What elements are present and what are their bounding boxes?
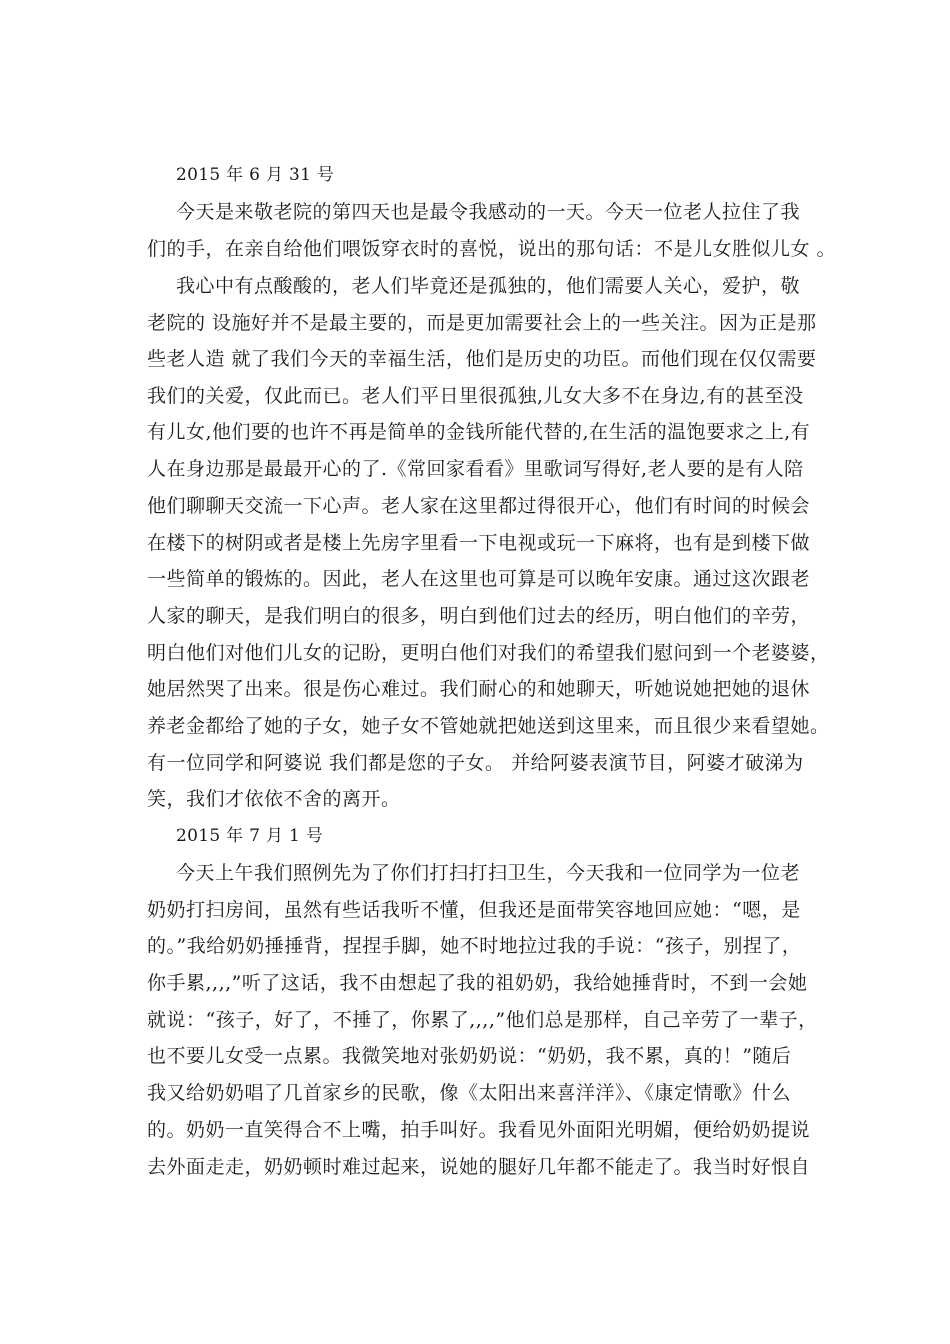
text-line: 一些简单的锻炼的。因此，老人在这里也可算是可以晚年安康。通过这次跟老 [147,568,811,590]
text-line: 养老金都给了她的子女，她子女不管她就把她送到这里来，而且很少来看望她。 [147,715,830,737]
text-line: 也不要儿女受一点累。我微笑地对张奶奶说：“奶奶，我不累，真的！”随后 [147,1045,792,1067]
text-line: 我又给奶奶唱了几首家乡的民歌，像《太阳出来喜洋洋》、《康定情歌》什么 [147,1082,792,1104]
text-line: 她居然哭了出来。很是伤心难过。我们耐心的和她聊天，听她说她把她的退休 [147,678,811,700]
text-line: 你手累,,,,”听了这话，我不由想起了我的祖奶奶，我给她捶背时，不到一会她 [147,972,808,994]
text-line: 的。”我给奶奶捶捶背，捏捏手脚，她不时地拉过我的手说：“孩子，别捏了， [147,935,802,957]
text-line: 老院的 设施好并不是最主要的，而是更加需要社会上的一些关注。因为正是那 [147,312,817,334]
text-line: 我们的关爱，仅此而已。老人们平日里很孤独,儿女大多不在身边,有的甚至没 [147,385,804,407]
text-line: 明白他们对他们儿女的记盼，更明白他们对我们的希望我们慰问到一个老婆婆， [147,642,830,664]
text-line: 奶奶打扫房间，虽然有些话我听不懂，但我还是面带笑容地回应她：“嗯，是 [147,899,801,921]
entry-date: 2015 年 6 月 31 号 [176,165,335,185]
text-line: 笑，我们才依依不舍的离开。 [147,788,401,810]
text-line: 去外面走走，奶奶顿时难过起来，说她的腿好几年都不能走了。我当时好恨自 [147,1156,811,1178]
text-line: 人家的聊天，是我们明白的很多，明白到他们过去的经历，明白他们的辛劳， [147,605,811,627]
text-line: 些老人造 就了我们今天的幸福生活，他们是历史的功臣。而他们现在仅仅需要 [147,348,817,370]
text-line: 今天是来敬老院的第四天也是最令我感动的一天。今天一位老人拉住了我 [176,201,801,223]
text-line: 的。奶奶一直笑得合不上嘴，拍手叫好。我看见外面阳光明媚，便给奶奶提说 [147,1119,811,1141]
text-line: 我心中有点酸酸的，老人们毕竟还是孤独的，他们需要人关心，爱护，敬 [176,275,801,297]
text-line: 人在身边那是最最开心的了.《常回家看看》里歌词写得好,老人要的是有人陪 [147,458,804,480]
text-line: 在楼下的树阴或者是楼上先房字里看一下电视或玩一下麻将，也有是到楼下做 [147,532,811,554]
text-line: 今天上午我们照例先为了你们打扫打扫卫生，今天我和一位同学为一位老 [176,862,801,884]
text-line: 他们聊聊天交流一下心声。老人家在这里都过得很开心，他们有时间的时候会 [147,495,811,517]
text-line: 们的手，在亲自给他们喂饭穿衣时的喜悦，说出的那句话：不是儿女胜似儿女 。 [147,238,837,260]
text-line: 就说：“孩子，好了，不捶了，你累了,,,,”他们总是那样，自己辛劳了一辈子， [147,1009,818,1031]
text-line: 有一位同学和阿婆说 我们都是您的子女。 并给阿婆表演节目，阿婆才破涕为 [147,752,804,774]
text-line: 有儿女,他们要的也许不再是简单的金钱所能代替的,在生活的温饱要求之上,有 [147,421,811,443]
entry-date: 2015 年 7 月 1 号 [176,826,324,846]
